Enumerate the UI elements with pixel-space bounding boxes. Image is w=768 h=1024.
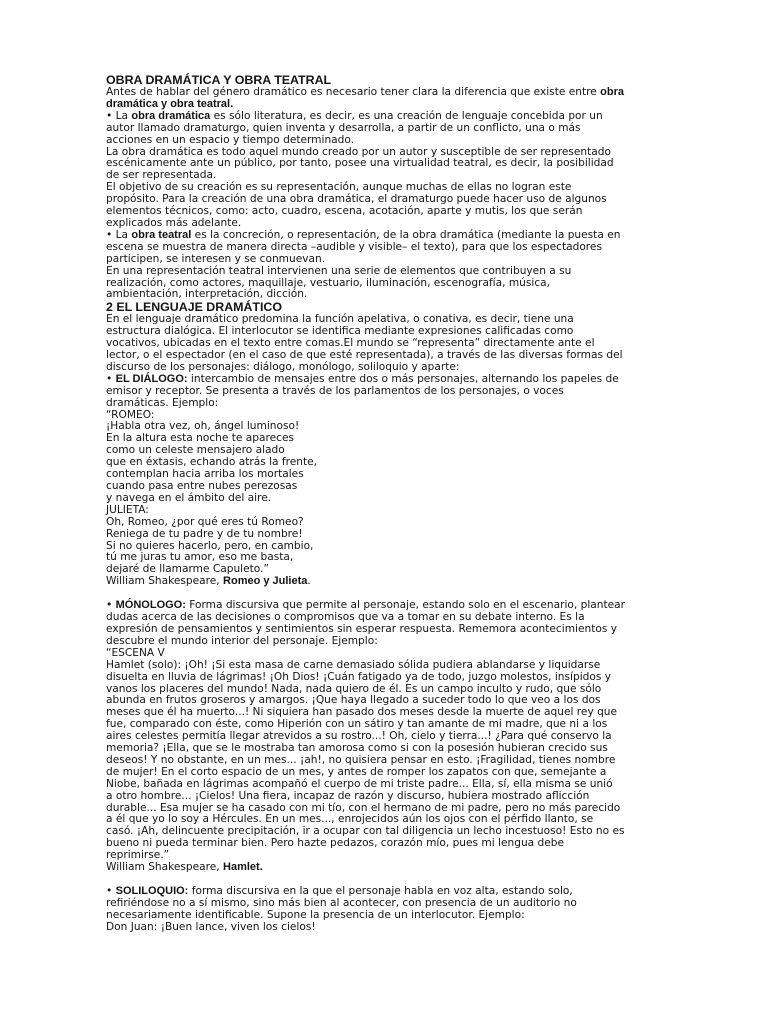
bold-term: obra dramática xyxy=(131,109,211,122)
paragraph-line: dudas acerca de las decisiones o compromisos que va a tomar en su debate interno. Es la xyxy=(106,611,585,624)
verse-line: dejaré de llamarme Capuleto.” xyxy=(106,563,269,576)
verse-line: y navega en el ámbito del aire. xyxy=(106,491,272,504)
bullet: • xyxy=(106,372,116,385)
paragraph-line: refiriéndose no a sí mismo, sino más bien al acontecer, con presencia de un auditorio no xyxy=(106,896,577,909)
verse-line: tú me juras tu amor, eso me basta, xyxy=(106,551,294,564)
quote-line: de mujer! En el corto espacio de un mes, y antes de romper los zapatos con que, semejante a xyxy=(106,765,607,778)
bullet: • xyxy=(106,885,116,897)
quote-line: Don Juan: ¡Buen lance, viven los cielos! xyxy=(106,920,316,933)
quote-line: casó. ¡Ah, delincuente precipitación, ir a ocupar con tal diligencia un lecho incestuoso! Esto no es xyxy=(106,825,625,838)
text: Antes de hablar del género dramático es necesario tener clara la diferencia que existe entre xyxy=(106,86,601,98)
paragraph-line: escena se muestra de manera directa –audible y visible– el texto), para que los espectadores xyxy=(106,240,602,253)
quote-line: reprimirse.” xyxy=(106,849,170,862)
document-page xyxy=(106,74,666,934)
paragraph-line: El objetivo de su creación es su representación, aunque muchas de ellas no logran este xyxy=(106,181,572,194)
bold-term: Romeo y Julieta xyxy=(223,575,308,588)
verse-line: “ROMEO: xyxy=(106,408,155,421)
text: intercambio de mensajes entre dos o más personajes, alternando los papeles de xyxy=(187,372,619,385)
bold-term: obra xyxy=(600,86,624,98)
bullet-line xyxy=(106,230,666,242)
paragraph-line: discurso de los personajes: diálogo, monólogo, soliloquio y aparte: xyxy=(106,360,460,373)
paragraph-line: dramáticas. Ejemplo: xyxy=(106,396,219,409)
bullet: • La xyxy=(106,109,132,122)
paragraph-line: vocativos, ubicadas en el texto entre comas.El mundo se “representa” directamente ante el xyxy=(106,337,595,350)
quote-line: fue, comparado con éste, como Hiperión con un sátiro y tan amante de mi madre, que ni a los xyxy=(106,718,608,731)
document-title: OBRA DRAMÁTICA Y OBRA TEATRAL xyxy=(106,73,332,87)
verse-line: cuando pasa entre nubes perezosas xyxy=(106,480,298,492)
text: es la concreción, o representación, de la obra dramática (mediante la puesta en xyxy=(191,228,621,241)
bullet: • La xyxy=(106,228,132,241)
paragraph-line: emisor y receptor. Se presenta a través de los parlamentos de los personajes, o voces xyxy=(106,384,564,397)
quote-line: a él que yo lo soy a Hércules. En un mes..., enrojecidos aún los ojos con el pérfido llanto, se xyxy=(106,813,594,826)
paragraph-line: lector, o el espectador (en el caso de que esté representada), a través de las diversas formas del xyxy=(106,349,623,362)
paragraph-line: necesariamente identificable. Supone la presencia de un interlocutor. Ejemplo: xyxy=(106,908,525,921)
bold-term: dramática y obra teatral. xyxy=(106,97,234,110)
bold-term: EL DIÁLOGO: xyxy=(115,372,188,385)
paragraph-line: explicados más adelante. xyxy=(106,216,242,229)
verse-line: Reniega de tu padre y de tu nombre! xyxy=(106,527,303,540)
text: forma discursiva en la que el personaje habla en voz alta, estando solo, xyxy=(188,885,573,897)
text: William Shakespeare, xyxy=(106,575,224,588)
text: . xyxy=(307,575,311,588)
quote-line: “ESCENA V xyxy=(106,646,165,659)
bold-term: obra teatral xyxy=(131,228,192,241)
quote-line: aires celestes permitía llegar atrevidos a su rostro...! Oh, cielo y tierra...! ¿Para qué conservo la xyxy=(106,730,612,743)
paragraph-line: ambientación, interpretación, dicción. xyxy=(106,288,308,301)
paragraph-line: descubre el mundo interior del personaje. Ejemplo: xyxy=(106,634,378,647)
paragraph-line: escénicamente ante un público, por tanto, posee una virtualidad teatral, es decir, la posibilidad xyxy=(106,157,614,170)
paragraph-line: de ser representada. xyxy=(106,169,217,182)
paragraph-line: estructura dialógica. El interlocutor se identifica mediante expresiones calificadas como xyxy=(106,325,574,338)
paragraph-line: En una representación teatral intervienen una serie de elementos que contribuyen a su xyxy=(106,264,572,277)
verse-line: que en éxtasis, echando atrás la frente, xyxy=(106,456,318,469)
quote-line: bueno ni pueda terminar bien. Pero hazte pedazos, corazón mío, pues mi lengua debe xyxy=(106,837,564,850)
quote-line: Hamlet (solo): ¡Oh! ¡Si esta masa de carne demasiado sólida pudiera ablandarse y liquidarse xyxy=(106,658,601,671)
text: es sólo literatura, es decir, es una creación de lenguaje concebida por un xyxy=(210,109,603,122)
section-title: 2 EL LENGUAJE DRAMÁTICO xyxy=(106,300,283,315)
text: Forma discursiva que permite al personaje, estando solo en el escenario, plantear xyxy=(185,599,626,612)
paragraph-line: propósito. Para la creación de una obra dramática, el dramaturgo puede hacer uso de algunos xyxy=(106,193,607,206)
bold-term: MÓNOLOGO: xyxy=(115,599,186,612)
quote-line: abunda en frutos groseros y amargos. ¡Que haya llegado a suceder todo lo que veo a los dos xyxy=(106,694,601,707)
verse-line: En la altura esta noche te apareces xyxy=(106,432,295,445)
paragraph-line: expresión de pensamientos y sentimientos sin esperar respuesta. Rememora acontecimientos y xyxy=(106,622,617,635)
paragraph-line: acciones en un espacio y tiempo determinado. xyxy=(106,133,355,146)
bold-term: Hamlet. xyxy=(223,861,263,874)
quote-line: meses que él ha muerto...! Ni siquiera han pasado dos meses desde la muerte de aquel rey que xyxy=(106,706,618,719)
verse-line: como un celeste mensajero alado xyxy=(106,444,285,457)
verse-line: Si no quieres hacerlo, pero, en cambio, xyxy=(106,539,314,552)
attribution-line xyxy=(106,576,666,588)
bullet-line xyxy=(106,111,666,123)
paragraph-line: En el lenguaje dramático predomina la función apelativa, o conativa, es decir, tiene una xyxy=(106,313,574,326)
paragraph-line: autor llamado dramaturgo, quien inventa y desarrolla, a partir de un conflicto, una o más xyxy=(106,121,581,134)
text: William Shakespeare, xyxy=(106,861,224,874)
verse-line: ¡Habla otra vez, oh, ángel luminoso! xyxy=(106,420,300,433)
quote-line: durable... Esa mujer se ha casado con mi tío, con el hermano de mi padre, pero no más parecido xyxy=(106,801,621,814)
paragraph-line: participen, se interesen y se conmuevan. xyxy=(106,252,326,265)
verse-line: JULIETA: xyxy=(106,503,149,516)
quote-line: vanos los placeres del mundo! Nada, nada quiero de él. Es un campo inculto y rudo, que sólo xyxy=(106,682,602,695)
verse-line: Oh, Romeo, ¿por qué eres tú Romeo? xyxy=(106,515,304,528)
paragraph-line: elementos técnicos, como: acto, cuadro, escena, acotación, aparte y mutis, los que serán xyxy=(106,205,583,218)
quote-line: memoria? ¡Ella, que se le mostraba tan amorosa como si con la posesión hubieran crecido sus xyxy=(106,742,608,755)
quote-line: deseos! Y no obstante, en un mes... ¡ah!, no quisiera pensar en esto. ¡Fragilidad, tienes nombre xyxy=(106,753,616,766)
verse-line: contemplan hacia arriba los mortales xyxy=(106,468,304,481)
bold-term: SOLILOQUIO: xyxy=(115,885,189,897)
attribution-line xyxy=(106,862,666,874)
paragraph-line: La obra dramática es todo aquel mundo creado por un autor y susceptible de ser representado xyxy=(106,145,611,158)
bullet-line xyxy=(106,374,666,386)
quote-line: disuelta en lluvia de lágrimas! ¡Oh Dios! ¡Cuán fatigado ya de todo, juzgo molestos, insípidos y xyxy=(106,670,612,683)
bullet: • xyxy=(106,599,116,612)
quote-line: Niobe, bañada en lágrimas acompañó el cuerpo de mi triste padre... Ella, sí, ella misma se unió xyxy=(106,777,613,790)
quote-line: a otro hombre... ¡Cielos! Una fiera, incapaz de razón y discurso, hubiera mostrado aflicción xyxy=(106,789,590,802)
paragraph-line: realización, como actores, maquillaje, vestuario, iluminación, escenografía, música, xyxy=(106,276,551,289)
